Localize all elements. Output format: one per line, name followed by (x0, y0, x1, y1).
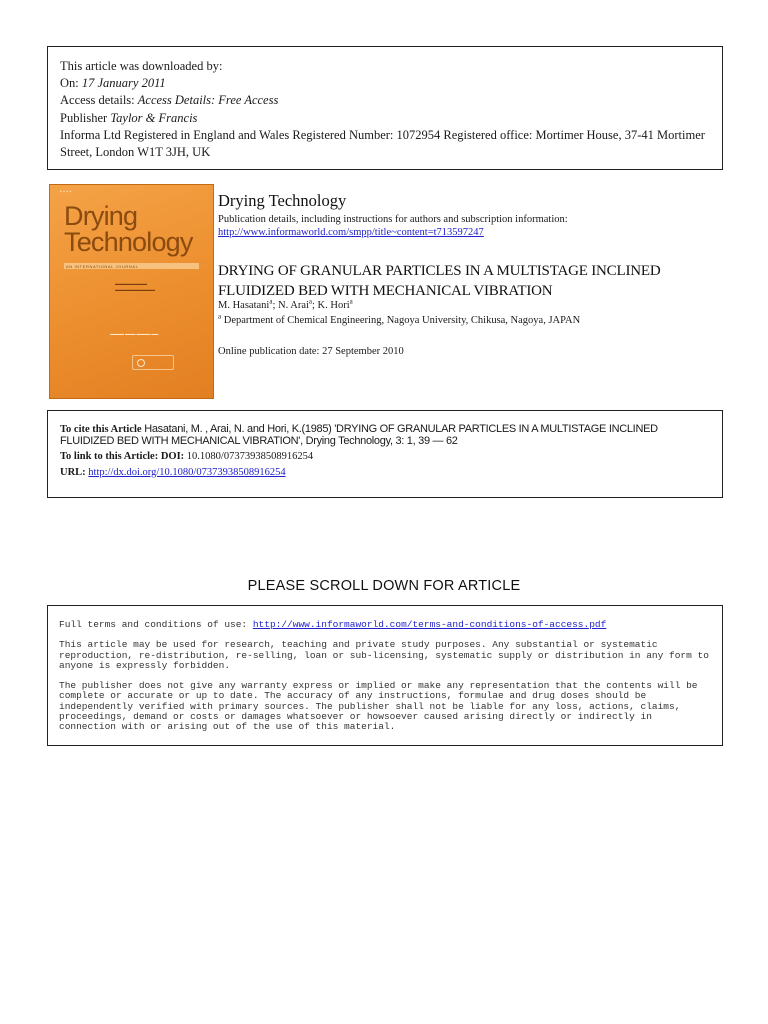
citation-text: Hasatani, M. , Arai, N. and Hori, K.(1985) 'DRYING OF GRANULAR PARTICLES IN A MULTISTAGE INCLINED FLUIDIZED BED WITH MECHANICAL VIBRATION', Drying Technology, 3: 1, 39 — 62 (60, 423, 658, 447)
terms-paragraph-usage: This article may be used for research, teaching and private study purposes. Any substantial or systematic reproduction, re-distribution, re-selling, loan or sub-licensing, systematic supply or distribution in any form to anyone is expressly forbidden. (59, 639, 709, 671)
download-line: This article was downloaded by: (60, 59, 223, 73)
terms-label: Full terms and conditions of use: (59, 619, 253, 630)
access-value: Access Details: Free Access (137, 93, 279, 108)
doi-url-link[interactable]: http://dx.doi.org/10.1080/07373938508916254 (88, 466, 286, 478)
author-name: M. Hasatani (218, 300, 270, 311)
terms-paragraph-disclaimer: The publisher does not give any warranty express or implied or make any representation that the contents will be complete or accurate or up to date. The accuracy of any instructions, formulae and drug doses should be independently verified with primary sources. The publisher shall not be liable for any loss, actions, claims, proceedings, demand or costs or damages whatsoever or howsoever caused arising directly or indirectly in connection with or arising out of the use of this material. (59, 680, 698, 733)
affiliation-marker: a (349, 297, 353, 306)
download-date: 17 January 2011 (81, 76, 166, 91)
terms-link[interactable]: http://www.informaworld.com/terms-and-conditions-of-access.pdf (252, 619, 607, 630)
publication-date: Online publication date: 27 September 2010 (218, 346, 404, 357)
affiliation (218, 314, 580, 327)
citation-label: To cite this Article (60, 424, 145, 435)
url-label: URL: (60, 466, 89, 478)
journal-link[interactable]: http://www.informaworld.com/smpp/title~content=t713597247 (218, 227, 484, 238)
scroll-notice: PLEASE SCROLL DOWN FOR ARTICLE (247, 578, 521, 594)
cover-title-line1: Drying (64, 201, 138, 231)
date-label: On: (60, 76, 82, 91)
cover-header-mark: ▪ ▪ ▪ ▪ (60, 189, 72, 195)
journal-cover-image (49, 184, 214, 399)
download-date-row (60, 75, 710, 92)
publication-details: Publication details, including instructions for authors and subscription information: (218, 214, 568, 225)
url-line (60, 467, 710, 479)
publisher-logo-icon (132, 355, 174, 370)
cover-title-line2: Technology (64, 227, 193, 257)
author-name: ; K. Hori (312, 300, 350, 311)
affiliation-marker: a (308, 297, 312, 306)
doi-label: To link to this Article: DOI: (60, 451, 187, 462)
terms-line (59, 620, 711, 630)
publisher-label: Publisher (60, 110, 111, 125)
doi-line (60, 451, 710, 463)
cover-editor-block: ▬▬▬▬▬▬▬▬ ▬▬▬▬▬▬▬▬▬▬ (115, 281, 155, 292)
article-title: DRYING OF GRANULAR PARTICLES IN A MULTISTAGE INCLINED FLUIDIZED BED WITH MECHANICAL VIBRATION (218, 263, 661, 299)
author-name: ; N. Arai (272, 300, 309, 311)
affiliation-text: Department of Chemical Engineering, Nagoya University, Chikusa, Nagoya, JAPAN (221, 315, 581, 326)
download-info-box (47, 46, 723, 170)
citation-line (60, 424, 710, 447)
publisher-value: Taylor & Francis (110, 110, 198, 125)
cover-subtitle: AN INTERNATIONAL JOURNAL (66, 264, 139, 269)
registered-office: Informa Ltd Registered in England and Wales Registered Number: 1072954 Registered office: Mortimer House, 37-41 Mortimer Street, London W1T 3JH, UK (60, 127, 705, 160)
cover-title (64, 203, 193, 255)
citation-box (47, 410, 723, 498)
publisher-row (60, 110, 710, 127)
journal-info (218, 191, 718, 239)
journal-title: Drying Technology (218, 191, 347, 210)
doi-value: 10.1080/07373938508916254 (186, 451, 314, 462)
terms-box (47, 605, 723, 746)
cover-volume-line: ▬▬▬▬ ▬▬▬ ▬▬▬▬ ▬▬ (110, 332, 159, 336)
authors (218, 299, 353, 312)
access-details-row (60, 92, 710, 109)
access-label: Access details: (60, 93, 138, 108)
affiliation-marker: a (269, 297, 273, 306)
affiliation-marker: a (218, 312, 222, 321)
